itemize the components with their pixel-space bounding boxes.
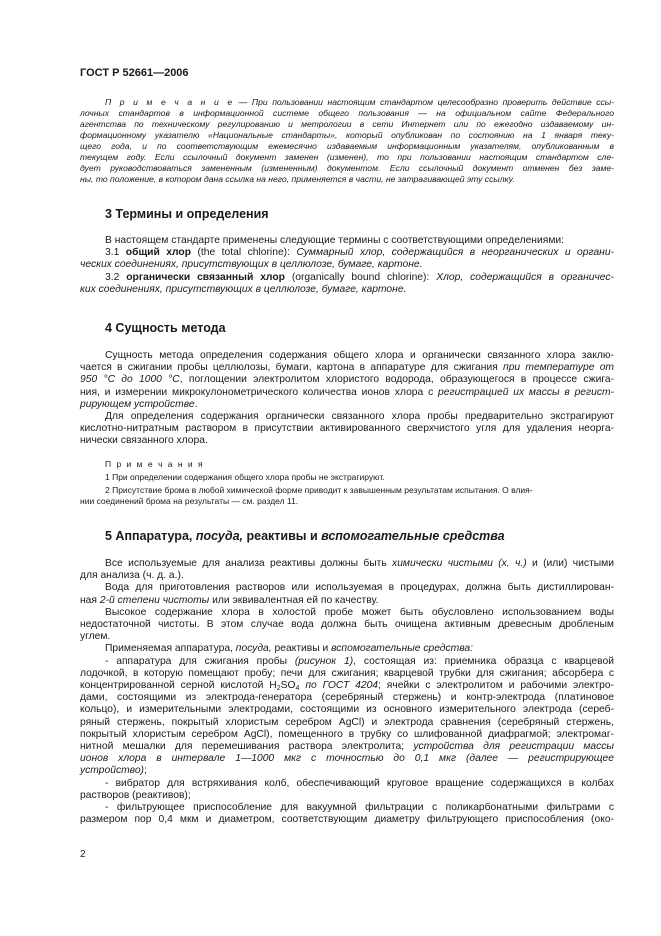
section-3-heading: 3 Термины и определения	[105, 207, 269, 221]
notes-label: П р и м е ч а н и я	[105, 459, 205, 469]
note-line: текущем году. Если ссылочный документ заменен (изменен), то при пользовании настоящим стандартом сле-	[80, 152, 614, 162]
paragraph-line: Сущность метода определения содержания общего хлора и органически связанного хлора заклю-	[105, 350, 614, 361]
note-line: П р и м е ч а н и е — При пользовании настоящим стандартом целесообразно проверить действие ссы-	[105, 97, 614, 107]
note-label: П р и м е ч а н и е	[105, 97, 235, 107]
term-3-2-cont: ких соединениях, присутствующих в целлюлозе, бумаге, картоне.	[80, 283, 407, 295]
document-header: ГОСТ Р 52661—2006	[80, 67, 189, 79]
paragraph-line: растворов (реактивов);	[80, 789, 191, 801]
note-line: дует руководствоваться замененным (измененным) документом. Если ссылочный документ отменен без заме-	[80, 163, 614, 173]
note-line: агентства по техническому регулированию и метрологии в сети Интернет или по ежегодно издаваемому ин-	[80, 119, 614, 129]
note-2: 2 Присутствие брома в любой химической форме приводит к завышенным результатам испытания. О влия-	[105, 485, 533, 495]
section-5-body	[80, 558, 614, 826]
note-2-cont: нии соединений брома на результаты — см. раздел 11.	[80, 496, 299, 506]
paragraph-line: Все используемые для анализа реактивы должны быть химически чистыми (х. ч.) и (или) чистыми	[105, 558, 615, 569]
paragraph-line: ионов хлора в интервале 1—1000 мкг с точностью до 0,1 мкг (далее — регистрирующее	[80, 753, 614, 765]
term-3-1-cont: ческих соединениях, присутствующих в целлюлозе, бумаге, картоне.	[80, 259, 423, 271]
paragraph-line: ния, и измерении микрокулонометрического количества ионов хлора с регистрацией их массы в регист-	[80, 386, 614, 398]
list-item: - аппаратура для сжигания пробы (рисунок 1), состоящая из: приемника образца с кварцевой	[105, 655, 614, 667]
paragraph-line: кислотно-нитратным раствором в присутствии активированного сверхчистого угля для удаления неорга-	[80, 423, 614, 435]
paragraph-line: рирующем устройстве.	[80, 398, 198, 410]
paragraph-line: недостаточной чистоты. В этом случае вода должна быть очищена активным древесным дробленым	[80, 619, 614, 631]
paragraph-line: покрытый хлористым серебром AgCl), помещенного в трубку со шлифованной диафрагмой; электромаг-	[80, 728, 614, 740]
paragraph-line: углем.	[80, 631, 111, 643]
paragraph-line: устройство);	[80, 765, 147, 777]
note-line: щего года, и по соответствующим ежемесячно издаваемым информационным указателям, опубликованным в	[80, 141, 614, 151]
paragraph-line: чается в сжигании пробы целлюлозы, бумаги, картона в аппаратуре для сжигания при температуре от	[80, 362, 614, 374]
term-3-2: 3.2 органически связанный хлор (organically bound chlorine): Хлор, содержащийся в органичес-	[105, 271, 614, 283]
section-4-notes	[80, 459, 614, 507]
paragraph-line: нически связанного хлора.	[80, 435, 208, 447]
note-1: 1 При определении содержания общего хлора пробы не экстрагируют.	[105, 472, 385, 482]
paragraph-line: нитной мешалки для перемешивания раствора электролита; устройства для регистрации массы	[80, 741, 614, 753]
section-5-heading: 5 Аппаратура, посуда, реактивы и вспомогательные средства	[105, 529, 505, 543]
term-3-1: 3.1 общий хлор (the total chlorine): Суммарный хлор, содержащийся в неорганических и органи-	[105, 247, 614, 259]
paragraph-line: ряный стержень, покрытый хлористым серебром AgCl) и электрода сравнения (серебряный стержень,	[80, 716, 614, 728]
note-line: формационному указателю «Национальные стандарты», который опубликован по состоянию на 1 января теку-	[80, 130, 614, 140]
list-item: - вибратор для встряхивания колб, обеспечивающий круговое вращение содержащихся в колбах	[105, 777, 614, 789]
paragraph-line: ная 2-й степени чистоты или эквивалентная ей по качеству.	[80, 594, 379, 606]
paragraph-line: Высокое содержание хлора в холостой пробе может быть обусловлено использованием воды	[105, 606, 614, 618]
note-line: лочных стандартов в информационной системе общего пользования — на официальном сайте Федерального	[80, 108, 614, 118]
paragraph-line: Вода для приготовления растворов или используемая в процедурах, должна быть дистиллирован-	[105, 582, 614, 594]
paragraph-line: лодочкой, в которую помещают пробу; печи для сжигания; кварцевой трубки для сжигания; абсорбера с	[80, 667, 614, 679]
section-3-body	[80, 235, 614, 296]
paragraph-line: 950 °С до 1000 °С, поглощении электролитом хлористого водорода, образующегося в процессе сжига-	[80, 374, 615, 386]
paragraph-line: Применяемая аппаратура, посуда, реактивы и вспомогательные средства:	[105, 643, 473, 655]
note-top	[80, 97, 614, 185]
paragraph-line: концентрированной серной кислотой $H_2SO_4$ по ГОСТ 4204; ячейки с электролитом и рабочими электро-	[80, 680, 614, 693]
section-4-heading: 4 Сущность метода	[105, 321, 226, 335]
paragraph-line: В настоящем стандарте применены следующие термины с соответствующими определениями:	[105, 235, 565, 246]
page-number: 2	[80, 849, 86, 860]
paragraph-line: Для определения содержания органически связанного хлора пробы предварительно экстрагируют	[105, 411, 614, 423]
paragraph-line: кольцо), и измерительными электродами, состоящими из основного измерительного электрода (сереб-	[80, 704, 614, 716]
note-line: ны, то положение, в котором дана ссылка на него, применяется в части, не затрагивающей эту ссылку.	[80, 174, 515, 184]
paragraph-line: дами, состоящими из электрода-генератора (серебряный стержень) и контр-электрода (платиновое	[80, 692, 614, 704]
section-4-body	[80, 350, 614, 448]
paragraph-line: размером пор 0,4 мкм и диаметром, соответствующим диаметру фильтрующего приспособления (око-	[80, 814, 614, 826]
list-item: - фильтрующее приспособление для вакуумной фильтрации с поликарбонатными фильтрами с	[105, 802, 614, 814]
paragraph-line: для анализа (ч. д. а.).	[80, 570, 184, 582]
